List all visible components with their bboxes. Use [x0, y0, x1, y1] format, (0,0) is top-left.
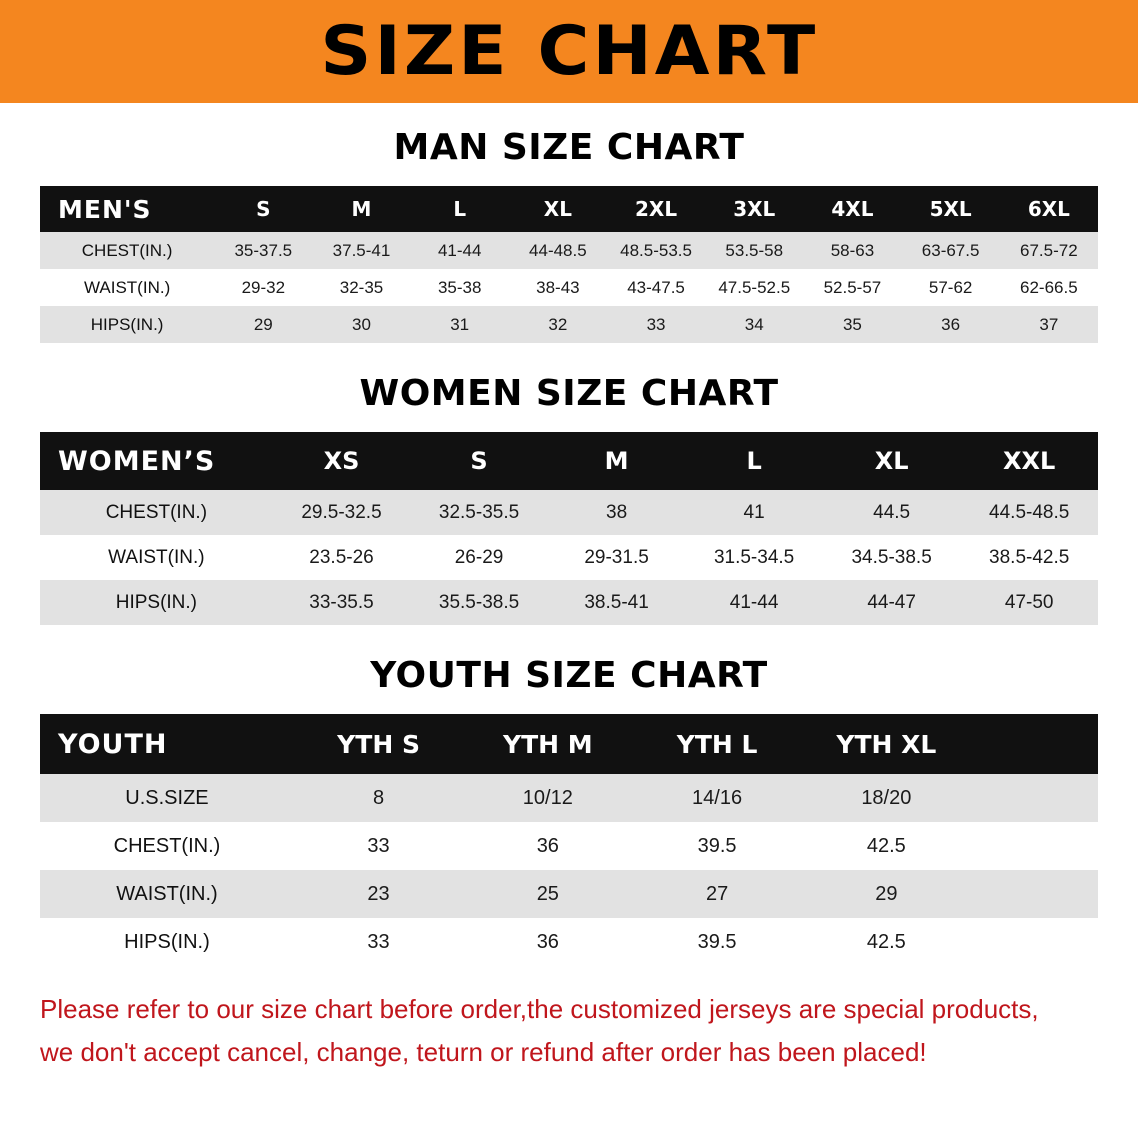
man-cell: 52.5-57: [803, 269, 901, 306]
youth-table-head: [40, 714, 1098, 774]
man-col-header: 6XL: [1000, 186, 1098, 232]
man-col-header: L: [411, 186, 509, 232]
man-cell: 29-32: [214, 269, 312, 306]
disclaimer-note: [40, 988, 1098, 1074]
women-col-header: XL: [823, 432, 961, 490]
women-cell: 41-44: [685, 580, 823, 625]
man-col-header: XL: [509, 186, 607, 232]
man-row-label: HIPS(IN.): [40, 306, 214, 343]
man-cell: 57-62: [902, 269, 1000, 306]
man-col-header: 4XL: [803, 186, 901, 232]
man-col-header: 2XL: [607, 186, 705, 232]
women-col-header: XXL: [960, 432, 1098, 490]
man-cell: 62-66.5: [1000, 269, 1098, 306]
women-table-body: [40, 490, 1098, 625]
table-header-row: [40, 432, 1098, 490]
women-cell: 34.5-38.5: [823, 535, 961, 580]
man-cell: 67.5-72: [1000, 232, 1098, 269]
man-row-label: WAIST(IN.): [40, 269, 214, 306]
table-header-row: [40, 714, 1098, 774]
man-col-header: 3XL: [705, 186, 803, 232]
man-cell: 58-63: [803, 232, 901, 269]
youth-cell: 33: [294, 918, 463, 966]
youth-cell: 8: [294, 774, 463, 822]
man-cell: 38-43: [509, 269, 607, 306]
man-cell: 35: [803, 306, 901, 343]
youth-cell: 10/12: [463, 774, 632, 822]
disclaimer-line-1: Please refer to our size chart before order,the customized jerseys are special products,: [40, 994, 1039, 1024]
youth-table-body: [40, 774, 1098, 966]
women-row-label: WAIST(IN.): [40, 535, 273, 580]
table-row: [40, 490, 1098, 535]
man-section-title: MAN SIZE CHART: [393, 127, 745, 168]
youth-cell: 25: [463, 870, 632, 918]
man-cell: 47.5-52.5: [705, 269, 803, 306]
women-cell: 47-50: [960, 580, 1098, 625]
man-cell: 41-44: [411, 232, 509, 269]
youth-row-label: U.S.SIZE: [40, 774, 294, 822]
women-cell: 35.5-38.5: [410, 580, 548, 625]
man-col-header: S: [214, 186, 312, 232]
man-cell: 33: [607, 306, 705, 343]
youth-row-label: CHEST(IN.): [40, 822, 294, 870]
table-row: [40, 918, 1098, 966]
man-table-head: [40, 186, 1098, 232]
youth-cell: 36: [463, 918, 632, 966]
youth-cell: 42.5: [802, 822, 971, 870]
youth-cell-spacer: [971, 918, 1098, 966]
women-col-header: M: [548, 432, 686, 490]
women-col-header: XS: [273, 432, 411, 490]
women-cell: 44.5: [823, 490, 961, 535]
women-table-wrap: [0, 432, 1138, 625]
man-cell: 36: [902, 306, 1000, 343]
man-cell: 48.5-53.5: [607, 232, 705, 269]
youth-col-header: YTH L: [632, 714, 801, 774]
women-cell: 44.5-48.5: [960, 490, 1098, 535]
youth-cell: 18/20: [802, 774, 971, 822]
youth-cell: 14/16: [632, 774, 801, 822]
man-cell: 35-38: [411, 269, 509, 306]
women-cell: 41: [685, 490, 823, 535]
youth-cell: 39.5: [632, 918, 801, 966]
man-table-wrap: [0, 186, 1138, 343]
man-table-body: [40, 232, 1098, 343]
women-cell: 32.5-35.5: [410, 490, 548, 535]
women-cell: 38.5-42.5: [960, 535, 1098, 580]
man-cell: 29: [214, 306, 312, 343]
women-cell: 31.5-34.5: [685, 535, 823, 580]
page-title: SIZE CHART: [320, 11, 818, 91]
table-row: [40, 269, 1098, 306]
women-cell: 38.5-41: [548, 580, 686, 625]
man-col-header: 5XL: [902, 186, 1000, 232]
man-corner-label: MEN'S: [40, 186, 214, 232]
man-cell: 44-48.5: [509, 232, 607, 269]
youth-cell: 36: [463, 822, 632, 870]
table-row: [40, 822, 1098, 870]
women-corner-label: WOMEN’S: [40, 432, 273, 490]
table-row: [40, 306, 1098, 343]
women-cell: 38: [548, 490, 686, 535]
women-col-header: L: [685, 432, 823, 490]
table-row: [40, 535, 1098, 580]
women-cell: 23.5-26: [273, 535, 411, 580]
youth-col-header: YTH S: [294, 714, 463, 774]
youth-cell: 27: [632, 870, 801, 918]
women-cell: 29.5-32.5: [273, 490, 411, 535]
table-row: [40, 580, 1098, 625]
man-cell: 53.5-58: [705, 232, 803, 269]
youth-cell-spacer: [971, 822, 1098, 870]
youth-row-label: WAIST(IN.): [40, 870, 294, 918]
women-col-header: S: [410, 432, 548, 490]
disclaimer-line-2: we don't accept cancel, change, teturn or refund after order has been placed!: [40, 1036, 927, 1067]
youth-col-header: YTH XL: [802, 714, 971, 774]
women-row-label: HIPS(IN.): [40, 580, 273, 625]
man-cell: 31: [411, 306, 509, 343]
youth-cell: 39.5: [632, 822, 801, 870]
youth-cell: 42.5: [802, 918, 971, 966]
man-cell: 37: [1000, 306, 1098, 343]
man-cell: 63-67.5: [902, 232, 1000, 269]
youth-col-header-spacer: [971, 714, 1098, 774]
youth-row-label: HIPS(IN.): [40, 918, 294, 966]
man-col-header: M: [312, 186, 410, 232]
man-cell: 30: [312, 306, 410, 343]
youth-section-title: YOUTH SIZE CHART: [370, 655, 768, 696]
banner: [0, 0, 1138, 103]
man-cell: 35-37.5: [214, 232, 312, 269]
table-row: [40, 232, 1098, 269]
man-cell: 37.5-41: [312, 232, 410, 269]
youth-table-wrap: [0, 714, 1138, 966]
man-row-label: CHEST(IN.): [40, 232, 214, 269]
women-row-label: CHEST(IN.): [40, 490, 273, 535]
man-cell: 32-35: [312, 269, 410, 306]
youth-size-table: [40, 714, 1098, 966]
youth-col-header: YTH M: [463, 714, 632, 774]
youth-cell: 23: [294, 870, 463, 918]
youth-cell-spacer: [971, 774, 1098, 822]
women-size-table: [40, 432, 1098, 625]
table-header-row: [40, 186, 1098, 232]
man-cell: 43-47.5: [607, 269, 705, 306]
youth-cell: 33: [294, 822, 463, 870]
youth-cell: 29: [802, 870, 971, 918]
women-cell: 29-31.5: [548, 535, 686, 580]
youth-cell-spacer: [971, 870, 1098, 918]
women-table-head: [40, 432, 1098, 490]
man-size-table: [40, 186, 1098, 343]
table-row: [40, 870, 1098, 918]
man-cell: 34: [705, 306, 803, 343]
women-cell: 44-47: [823, 580, 961, 625]
table-row: [40, 774, 1098, 822]
women-cell: 26-29: [410, 535, 548, 580]
youth-corner-label: YOUTH: [40, 714, 294, 774]
women-section-title: WOMEN SIZE CHART: [359, 373, 779, 414]
women-cell: 33-35.5: [273, 580, 411, 625]
man-cell: 32: [509, 306, 607, 343]
